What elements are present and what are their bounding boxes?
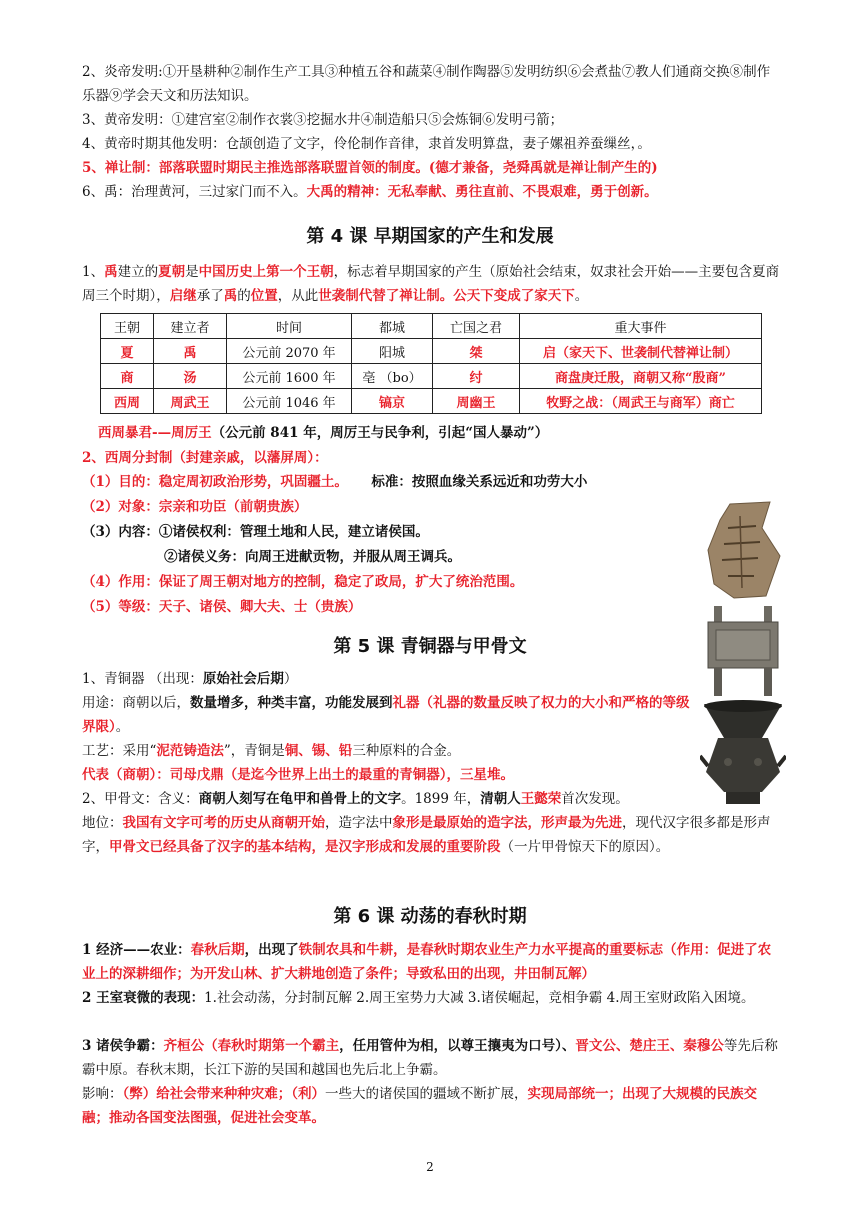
table-header: 亡国之君 bbox=[433, 314, 520, 339]
page-number: 2 bbox=[426, 1160, 434, 1174]
oracle-bone: 2、甲骨文：含义：商朝人刻写在龟甲和兽骨上的文字。1899 年，清朝人王懿荣首次发现。 bbox=[82, 791, 629, 807]
table-header: 都城 bbox=[352, 314, 433, 339]
royal-decline: 2 王室衰微的表现：1.社会动荡，分封制瓦解 2.周王室势力大减 3.诸侯崛起，竞相争霸 4.周王室财政陷入困境。 bbox=[82, 990, 755, 1006]
hegemony: 3 诸侯争霸：齐桓公（春秋时期第一个霸主，任用管仲为相，以尊王攘夷为口号）、晋文公、楚庄王、秦穆公等先后称霸中原。春秋末期，长江下游的吴国和越国也先后北上争霸。 bbox=[82, 1038, 778, 1078]
table-header: 时间 bbox=[227, 314, 352, 339]
simuwu-ding-image bbox=[704, 604, 782, 698]
lesson5-title: 第 5 课 青铜器与甲骨文 bbox=[333, 636, 527, 657]
bronze-craft: 工艺：采用“泥范铸造法”，青铜是铜、锡、铅三种原料的合金。 bbox=[82, 743, 461, 759]
table-cell: 镐京 bbox=[352, 389, 433, 414]
paragraph-xia: 1、禹建立的夏朝是中国历史上第一个王朝，标志着早期国家的产生（原始社会结束，奴隶社会开始——主要包含夏商周三个时期），启继承了禹的位置，从此世袭制代替了禅让制。公天下变成了家天下。 bbox=[82, 264, 780, 304]
fief-target: （2）对象：宗亲和功臣（前朝贵族） bbox=[82, 499, 308, 515]
bronze-heading: 1、青铜器 （出现：原始社会后期） bbox=[82, 671, 298, 687]
bronze-representative: 代表（商朝）：司母戊鼎（是迄今世界上出土的最重的青铜器），三星堆。 bbox=[82, 767, 514, 783]
economy-paragraph: 1 经济——农业：春秋后期，出现了铁制农具和牛耕，是春秋时期农业生产力水平提高的重要标志（作用：促进了农业上的深耕细作；为开发山林、扩大耕地创造了条件；导致私田的出现，井田制瓦解） bbox=[82, 942, 772, 982]
table-cell: 桀 bbox=[433, 339, 520, 364]
fief-effect: （4）作用：保证了周王朝对地方的控制，稳定了政局，扩大了统治范围。 bbox=[82, 574, 524, 590]
table-cell: 周武王 bbox=[154, 389, 227, 414]
bronze-use: 用途：商朝以后，数量增多，种类丰富，功能发展到礼器（礼器的数量反映了权力的大小和严格的等级界限）。 bbox=[82, 695, 690, 735]
table-cell: 纣 bbox=[433, 364, 520, 389]
paragraph-yandi: 2、炎帝发明:①开垦耕种②制作生产工具③种植五谷和蔬菜④制作陶器⑤发明纺织⑥会煮盐⑦教人们通商交换⑧制作乐器⑨学会天文和历法知识。 bbox=[82, 64, 771, 104]
table-cell: 公元前 2070 年 bbox=[227, 339, 352, 364]
table-cell: 商 bbox=[101, 364, 154, 389]
fief-purpose: （1）目的：稳定周初政治形势，巩固疆土。 标准：按照血缘关系远近和功劳大小 bbox=[82, 474, 588, 490]
table-cell: 公元前 1046 年 bbox=[227, 389, 352, 414]
paragraph-tyrant: 西周暴君-—周厉王（公元前 841 年，周厉王与民争利，引起“国人暴动”） bbox=[98, 425, 549, 441]
table-cell: 阳城 bbox=[352, 339, 433, 364]
oracle-status: 地位：我国有文字可考的历史从商朝开始，造字法中象形是最原始的造字法，形声最为先进，现代汉字很多都是形声字，甲骨文已经具备了汉字的基本结构，是汉字形成和发展的重要阶段（一片甲骨惊天下的原因）。 bbox=[82, 815, 771, 855]
table-cell: 公元前 1600 年 bbox=[227, 364, 352, 389]
table-header-row bbox=[101, 314, 762, 339]
fief-title: 2、西周分封制（封建亲戚，以藩屏周）： bbox=[82, 450, 328, 466]
table-header: 重大事件 bbox=[520, 314, 762, 339]
table-cell: 禹 bbox=[154, 339, 227, 364]
table-row bbox=[101, 339, 762, 364]
table-cell: 牧野之战：（周武王与商军）商亡 bbox=[520, 389, 762, 414]
fief-content-duties: ②诸侯义务：向周王进献贡物，并服从周王调兵。 bbox=[164, 549, 461, 565]
table-cell: 周幽王 bbox=[433, 389, 520, 414]
lesson4-title: 第 4 课 早期国家的产生和发展 bbox=[306, 226, 554, 247]
oracle-bone-image bbox=[700, 498, 786, 602]
paragraph-huangdi: 3、黄帝发明：①建宫室②制作衣裳③挖掘水井④制造船只⑤会炼铜⑥发明弓箭； bbox=[82, 112, 564, 128]
table-cell: 汤 bbox=[154, 364, 227, 389]
paragraph-shanrang: 5、禅让制：部落联盟时期民主推选部落联盟首领的制度。(德才兼备，尧舜禹就是禅让制产生的) bbox=[82, 160, 658, 176]
paragraph-huangdi-other: 4、黄帝时期其他发明：仓颉创造了文字，伶伦制作音律，隶首发明算盘，妻子嫘祖养蚕缫丝，。 bbox=[82, 136, 651, 152]
table-cell: 商盘庚迁殷，商朝又称“殷商” bbox=[520, 364, 762, 389]
table-cell: 亳 （bo） bbox=[352, 364, 433, 389]
table-row bbox=[101, 364, 762, 389]
lesson6-title: 第 6 课 动荡的春秋时期 bbox=[333, 906, 527, 927]
fief-content-rights: （3）内容：①诸侯权利：管理土地和人民，建立诸侯国。 bbox=[82, 524, 429, 540]
table-header: 建立者 bbox=[154, 314, 227, 339]
bronze-zun-image bbox=[700, 696, 786, 806]
paragraph-yu: 6、禹：治理黄河，三过家门而不入。大禹的精神：无私奉献、勇往直前、不畏艰难，勇于创新。 bbox=[82, 184, 658, 200]
fief-ranks: （5）等级：天子、诸侯、卿大夫、士（贵族） bbox=[82, 599, 362, 615]
table-cell: 西周 bbox=[101, 389, 154, 414]
table-cell: 启（家天下、世袭制代替禅让制） bbox=[520, 339, 762, 364]
table-row bbox=[101, 389, 762, 414]
impact: 影响：（弊）给社会带来种种灾难；（利）一些大的诸侯国的疆域不断扩展，实现局部统一；出现了大规模的民族交融；推动各国变法图强，促进社会变革。 bbox=[82, 1086, 757, 1126]
table-header: 王朝 bbox=[101, 314, 154, 339]
dynasty-table bbox=[100, 313, 762, 414]
table-cell: 夏 bbox=[101, 339, 154, 364]
